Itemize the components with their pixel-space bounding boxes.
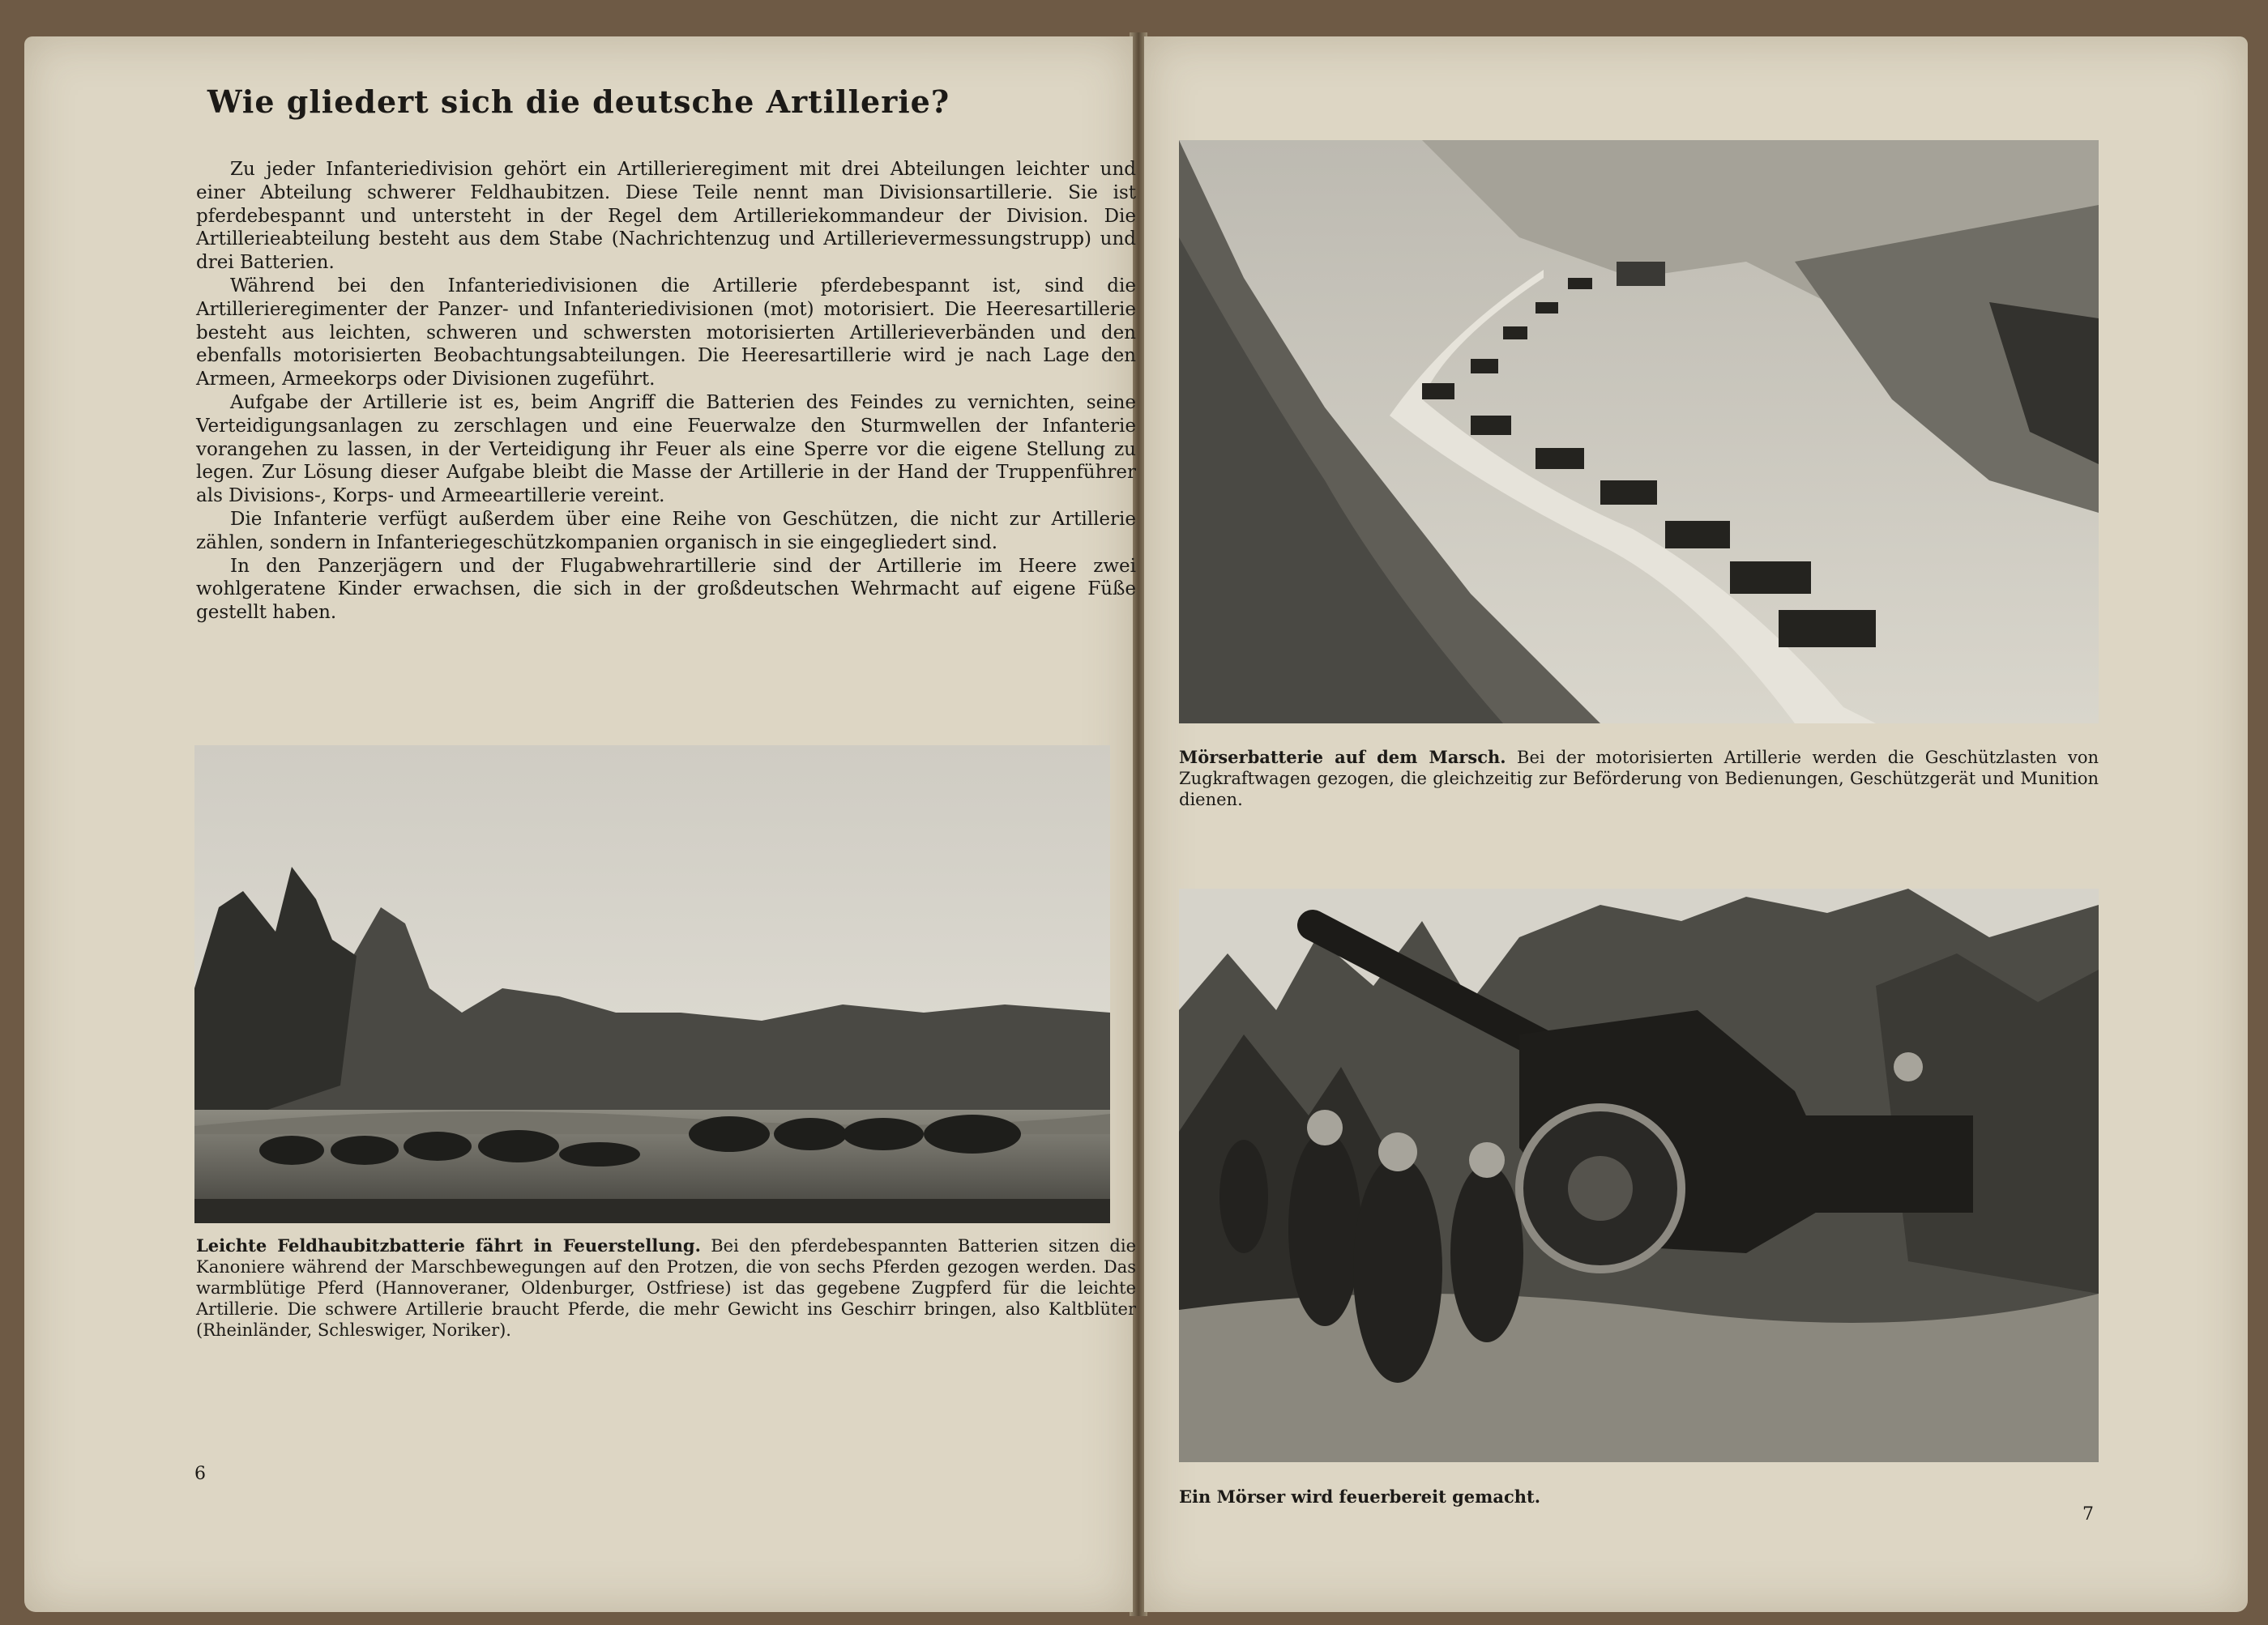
paragraph: Die Infanterie verfügt außerdem über eine Reihe von Geschützen, die nicht zur Artillerie zählen, sondern in Infanteriegeschützkompanien organisch in sie eingegliedert sind.	[196, 508, 1136, 553]
caption-left-text: Bei den pferdebespannten Batterien sitzen die Kanoniere während der Marschbewegungen auf den Protzen, die von sechs Pferden gezogen werden. Das warmblütige Pferd (Hannoveraner, Oldenburger, Ostfriese) ist das gegebene Zugpferd für die leichte Artillerie. Die schwere Artillerie braucht Pferde, die mehr Gewicht ins Geschirr bringen, also Kaltblüter (Rheinländer, Schleswiger, Noriker).	[196, 1236, 1136, 1340]
paragraph: Aufgabe der Artillerie ist es, beim Angriff die Batterien des Feindes zu vernichten, seine Verteidigungsanlagen zu zerschlagen und eine Feuerwalze den Sturmwellen der Infanterie vorangehen zu lassen, in der Verteidigung ihr Feuer als eine Sperre vor die eigene Stellung zu legen. Zur Lösung dieser Aufgabe bleibt die Masse der Artillerie in der Hand der Truppenführer als Divisions-, Korps- und Armeeartillerie vereint.	[196, 391, 1136, 507]
paragraph: Während bei den Infanteriedivisionen die Artillerie pferdebespannt ist, sind die Artillerieregimenter der Panzer- und Infanteriedivisionen (mot) motorisiert. Die Heeresartillerie besteht aus leichten, schweren und schwersten motorisierten Artillerieverbänden und den ebenfalls motorisierten Beobachtungsabteilungen. Die Heeresartillerie wird je nach Lage den Armeen, Armeekorps oder Divisionen zugeführt.	[196, 275, 1136, 390]
left-page	[24, 36, 1136, 1612]
paragraph: Zu jeder Infanteriedivision gehört ein Artillerieregiment mit drei Abteilungen leichter und einer Abteilung schwerer Feldhaubitzen. Diese Teile nennt man Divisionsartillerie. Sie ist pferdebespannt und untersteht in der Regel dem Artilleriekommandeur der Division. Die Artillerieabteilung besteht aus dem Stabe (Nachrichtenzug und Artillerievermessungstrupp) und drei Batterien.	[196, 159, 1136, 274]
photo-mortar-convoy	[1179, 140, 2099, 723]
photo-mortar-ready	[1179, 889, 2099, 1462]
page-heading: Wie gliedert sich die deutsche Artillerie?	[207, 83, 950, 120]
photo-horse-battery	[194, 745, 1110, 1223]
caption-right-top-text: Bei der motorisierten Artillerie werden die Geschützlasten von Zugkraftwagen gezogen, die gleichzeitig zur Beförderung von Bedienungen, Geschützgerät und Munition dienen.	[1179, 748, 2099, 809]
page-number-left: 6	[194, 1464, 206, 1484]
caption-left-title: Leichte Feldhaubitzbatterie fährt in Feuerstellung.	[196, 1235, 701, 1256]
caption-right-top-title: Mörserbatterie auf dem Marsch.	[1179, 747, 1506, 767]
page-number-right: 7	[2082, 1504, 2094, 1525]
photo-horse-battery-image	[194, 745, 1110, 1223]
photo-caption-right-bottom: Ein Mörser wird feuerbereit gemacht.	[1179, 1486, 1541, 1507]
paragraph: In den Panzerjägern und der Flugabwehrartillerie sind der Artillerie im Heere zwei wohlgeratene Kinder erwachsen, die sich in der großdeutschen Wehrmacht auf eigene Füße gestellt haben.	[196, 555, 1136, 624]
photo-mortar-ready-image	[1179, 889, 2099, 1462]
photo-caption-left	[196, 1235, 1136, 1341]
photo-caption-right-top	[1179, 747, 2099, 810]
photo-mortar-convoy-image	[1179, 140, 2099, 723]
article-body	[196, 158, 1136, 625]
right-page	[1144, 36, 2248, 1612]
